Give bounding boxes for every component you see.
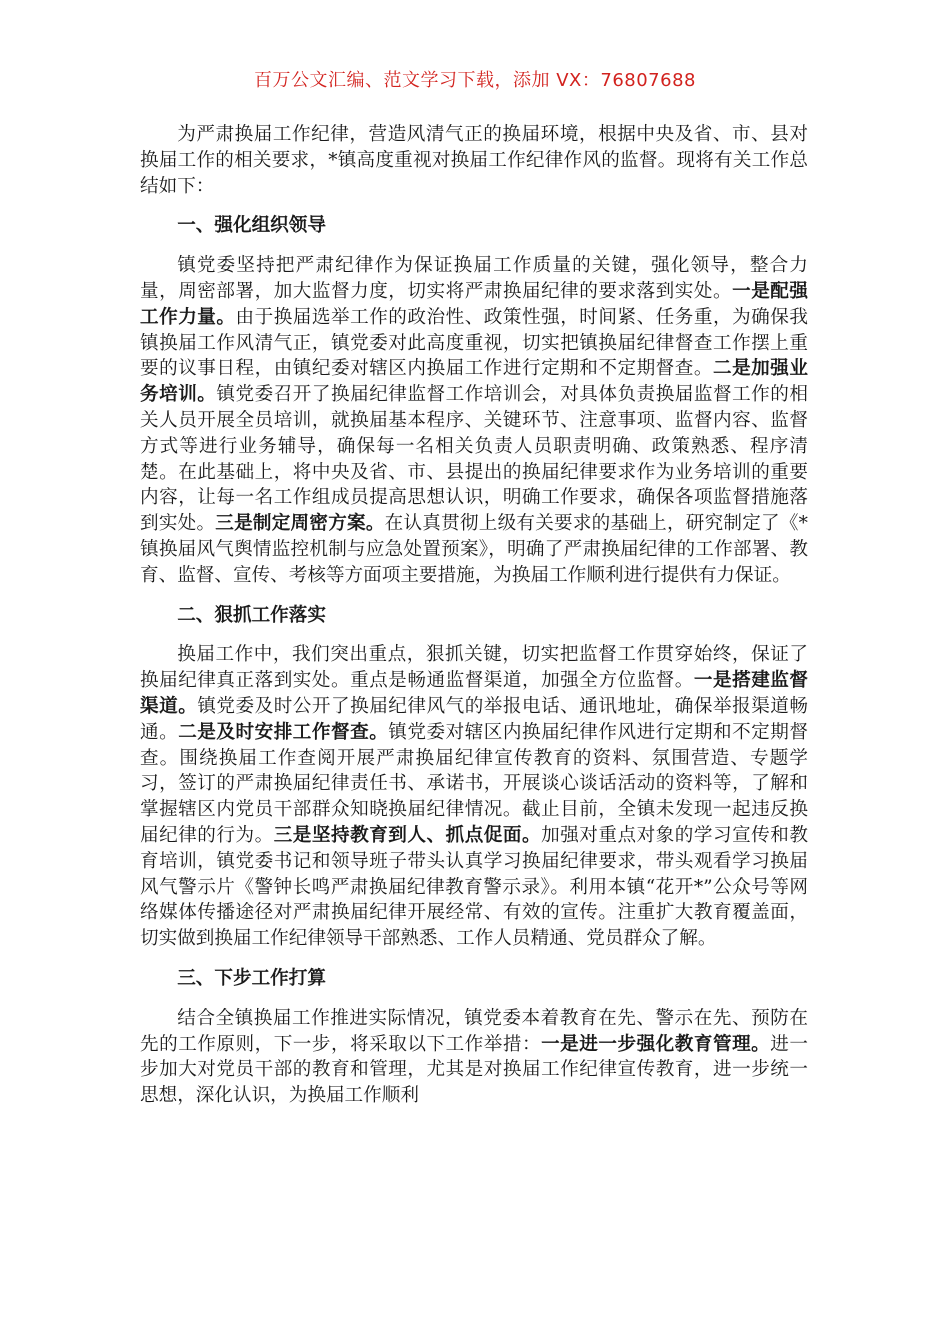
bold-point: 二是加强业务培训。 [140,358,808,406]
section-heading-1: 一、强化组织领导 [177,215,326,237]
text-run: 镇党委召开了换届纪律监督工作培训会，对具体负责换届监督工作的相关人员开展全员培训，就换届基本程序、关键环节、注意事项、监督内容、监督方式等进行业务辅导，确保每一名相关负责人员职责明确、政策熟悉、程序清楚。在此基础上，将中央及省、市、县提出的换届纪律要求作为业务培训的重要内容，让每一名工作组成员提高思想认识，明确工作要求，确保各项监督措施落到实处。 [140,384,808,535]
section-3-paragraph [140,1006,808,1109]
bold-point: 一是配强工作力量。 [140,280,808,328]
text-run: 进一步加大对党员干部的教育和管理，尤其是对换届工作纪律宣传教育，进一步统一思想，深化认识，为换届工作顺利 [140,1033,808,1107]
document-body [140,122,808,1109]
intro-paragraph: 为严肃换届工作纪律，营造风清气正的换届环境，根据中央及省、市、县对换届工作的相关要求，*镇高度重视对换届工作纪律作风的监督。现将有关工作总结如下： [140,124,808,197]
bold-point: 三是坚持教育到人、抓点促面。 [273,824,542,846]
bold-point: 一是搭建监督渠道。 [140,670,808,717]
text-run: 换届工作中，我们突出重点，狠抓关键，切实把监督工作贯穿始终，保证了换届纪律真正落到实处。重点是畅通监督渠道，加强全方位监督。 [140,644,808,692]
text-run: 由于换届选举工作的政治性、政策性强，时间紧、任务重，为确保我镇换届工作风清气正，镇党委对此高度重视，切实把镇换届纪律督查工作摆上重要的议事日程，由镇纪委对辖区内换届工作进行定期和不定期督查。 [140,306,808,380]
bold-point: 一是进一步强化教育管理。 [541,1033,771,1055]
section-heading-3: 三、下步工作打算 [177,967,326,989]
text-run: 镇党委对辖区内换届纪律作风进行定期和不定期督查。围绕换届工作查阅开展严肃换届纪律宣传教育的资料、氛围营造、专题学习，签订的严肃换届纪律责任书、承诺书，开展谈心谈话活动的资料等，了解和掌握辖区内党员干部群众知晓换届纪律情况。截止目前，全镇未发现一起违反换届纪律的行为。 [140,721,808,846]
text-run: 加强对重点对象的学习宣传和教育培训，镇党委书记和领导班子带头认真学习换届纪律要求，带头观看学习换届风气警示片《警钟长鸣严肃换届纪律教育警示录》。利用本镇“花开*”公众号等网络媒体传播途径对严肃换届纪律开展经常、有效的宣传。注重扩大教育覆盖面，切实做到换届工作纪律领导干部熟悉、工作人员精通、党员群众了解。 [140,824,808,950]
text-run: 在认真贯彻上级有关要求的基础上，研究制定了《*镇换届风气舆情监控机制与应急处置预案》，明确了严肃换届纪律的工作部署、教育、监督、宣传、考核等方面项主要措施，为换届工作顺利进行提供有力保证。 [140,513,808,586]
text-run: 镇党委坚持把严肃纪律作为保证换届工作质量的关键，强化领导，整合力量，周密部署，加大监督力度，切实将严肃换届纪律的要求落到实处。 [140,255,808,302]
text-run: 结合全镇换届工作推进实际情况，镇党委本着教育在先、警示在先、预防在先的工作原则，下一步，将采取以下工作举措： [140,1007,808,1055]
section-2-paragraph [140,642,808,952]
section-heading-2: 二、狠抓工作落实 [177,604,326,626]
text-run: 镇党委及时公开了换届纪律风气的举报电话、通讯地址，确保举报渠道畅通。 [140,695,808,743]
section-1-paragraph [140,253,808,588]
bold-point: 二是及时安排工作督查。 [178,721,389,743]
bold-point: 三是制定周密方案。 [215,513,385,535]
download-banner: 百万公文汇编、范文学习下载，添加 VX：76807688 [254,70,696,91]
